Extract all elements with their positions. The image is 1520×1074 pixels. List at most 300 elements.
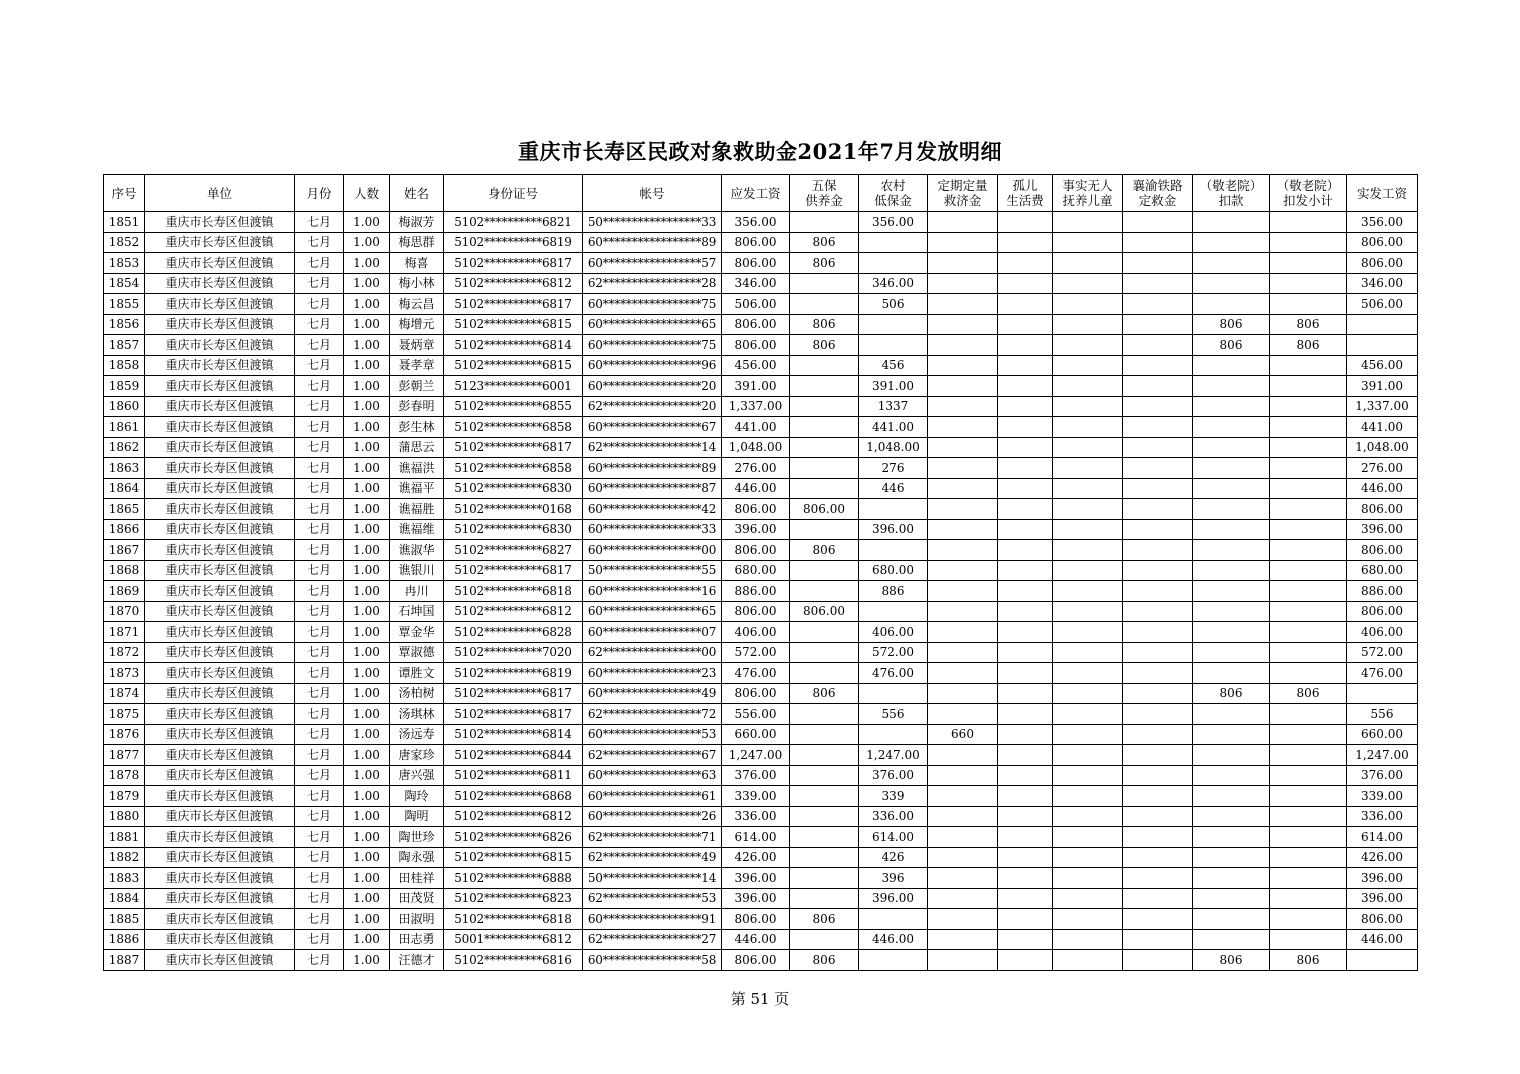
cell-unsupported-child xyxy=(1053,622,1123,643)
cell-rural-subsistence: 572.00 xyxy=(859,642,928,663)
cell-railway-relief xyxy=(1123,683,1193,704)
cell-net-pay: 680.00 xyxy=(1347,560,1418,581)
cell-five-guarantee xyxy=(790,827,859,848)
cell-id-number: 5102**********6812 xyxy=(444,806,583,827)
cell-railway-relief xyxy=(1123,724,1193,745)
cell-nursing-deduction xyxy=(1193,765,1270,786)
cell-name: 唐兴强 xyxy=(390,765,444,786)
cell-name: 汤远寿 xyxy=(390,724,444,745)
cell-railway-relief xyxy=(1123,458,1193,479)
cell-net-pay: 456.00 xyxy=(1347,355,1418,376)
cell-unit: 重庆市长寿区但渡镇 xyxy=(145,499,295,520)
cell-count: 1.00 xyxy=(344,540,390,561)
table-row xyxy=(104,458,1418,479)
cell-payable: 806.00 xyxy=(722,909,790,930)
cell-nursing-deduction xyxy=(1193,827,1270,848)
cell-net-pay: 886.00 xyxy=(1347,581,1418,602)
table-row xyxy=(104,273,1418,294)
cell-five-guarantee xyxy=(790,417,859,438)
cell-count: 1.00 xyxy=(344,335,390,356)
cell-unit: 重庆市长寿区但渡镇 xyxy=(145,765,295,786)
cell-rural-subsistence: 614.00 xyxy=(859,827,928,848)
cell-net-pay: 346.00 xyxy=(1347,273,1418,294)
cell-account: 60*****************57 xyxy=(583,253,722,274)
cell-railway-relief xyxy=(1123,847,1193,868)
cell-unit: 重庆市长寿区但渡镇 xyxy=(145,786,295,807)
cell-fixed-relief xyxy=(928,909,998,930)
cell-railway-relief xyxy=(1123,355,1193,376)
cell-payable: 614.00 xyxy=(722,827,790,848)
cell-month: 七月 xyxy=(295,273,344,294)
cell-net-pay: 426.00 xyxy=(1347,847,1418,868)
table-row xyxy=(104,663,1418,684)
cell-five-guarantee xyxy=(790,745,859,766)
cell-account: 60*****************89 xyxy=(583,232,722,253)
cell-fixed-relief xyxy=(928,335,998,356)
cell-name: 聂炳章 xyxy=(390,335,444,356)
cell-nursing-deduction xyxy=(1193,355,1270,376)
column-header: （敬老院） 扣发小计 xyxy=(1270,175,1347,212)
cell-payable: 806.00 xyxy=(722,540,790,561)
cell-payable: 426.00 xyxy=(722,847,790,868)
cell-fixed-relief xyxy=(928,929,998,950)
cell-account: 60*****************63 xyxy=(583,765,722,786)
cell-unit: 重庆市长寿区但渡镇 xyxy=(145,273,295,294)
cell-id-number: 5102**********6817 xyxy=(444,253,583,274)
cell-nursing-deduction: 806 xyxy=(1193,950,1270,971)
cell-count: 1.00 xyxy=(344,273,390,294)
cell-nursing-deduction xyxy=(1193,622,1270,643)
cell-count: 1.00 xyxy=(344,888,390,909)
cell-fixed-relief xyxy=(928,601,998,622)
cell-orphan-allowance xyxy=(998,806,1053,827)
cell-count: 1.00 xyxy=(344,314,390,335)
cell-unsupported-child xyxy=(1053,294,1123,315)
cell-fixed-relief xyxy=(928,888,998,909)
cell-net-pay: 391.00 xyxy=(1347,376,1418,397)
cell-net-pay: 806.00 xyxy=(1347,540,1418,561)
cell-id-number: 5102**********6814 xyxy=(444,335,583,356)
cell-count: 1.00 xyxy=(344,499,390,520)
cell-nursing-deduction xyxy=(1193,601,1270,622)
cell-unit: 重庆市长寿区但渡镇 xyxy=(145,355,295,376)
cell-net-pay: 806.00 xyxy=(1347,601,1418,622)
cell-account: 62*****************20 xyxy=(583,396,722,417)
cell-rural-subsistence: 346.00 xyxy=(859,273,928,294)
cell-unsupported-child xyxy=(1053,806,1123,827)
cell-net-pay: 614.00 xyxy=(1347,827,1418,848)
cell-five-guarantee xyxy=(790,786,859,807)
cell-payable: 806.00 xyxy=(722,950,790,971)
table-row xyxy=(104,294,1418,315)
cell-fixed-relief xyxy=(928,786,998,807)
cell-nursing-subtotal xyxy=(1270,724,1347,745)
cell-rural-subsistence: 456 xyxy=(859,355,928,376)
cell-id-number: 5102**********6818 xyxy=(444,909,583,930)
cell-unsupported-child xyxy=(1053,909,1123,930)
cell-serial: 1873 xyxy=(104,663,145,684)
cell-net-pay xyxy=(1347,335,1418,356)
cell-net-pay xyxy=(1347,314,1418,335)
cell-fixed-relief xyxy=(928,232,998,253)
cell-railway-relief xyxy=(1123,376,1193,397)
cell-nursing-deduction: 806 xyxy=(1193,683,1270,704)
cell-month: 七月 xyxy=(295,355,344,376)
cell-rural-subsistence: 1337 xyxy=(859,396,928,417)
cell-nursing-subtotal xyxy=(1270,888,1347,909)
cell-rural-subsistence: 441.00 xyxy=(859,417,928,438)
cell-payable: 339.00 xyxy=(722,786,790,807)
cell-nursing-subtotal xyxy=(1270,560,1347,581)
cell-unsupported-child xyxy=(1053,704,1123,725)
cell-name: 汤琪林 xyxy=(390,704,444,725)
cell-nursing-subtotal xyxy=(1270,909,1347,930)
cell-orphan-allowance xyxy=(998,212,1053,233)
cell-rural-subsistence: 886 xyxy=(859,581,928,602)
cell-id-number: 5102**********6819 xyxy=(444,232,583,253)
cell-id-number: 5102**********6827 xyxy=(444,540,583,561)
cell-name: 石坤国 xyxy=(390,601,444,622)
cell-account: 60*****************96 xyxy=(583,355,722,376)
cell-railway-relief xyxy=(1123,786,1193,807)
cell-railway-relief xyxy=(1123,232,1193,253)
cell-rural-subsistence: 339 xyxy=(859,786,928,807)
cell-fixed-relief xyxy=(928,950,998,971)
cell-month: 七月 xyxy=(295,704,344,725)
cell-account: 50*****************14 xyxy=(583,868,722,889)
cell-id-number: 5102**********6830 xyxy=(444,478,583,499)
cell-payable: 806.00 xyxy=(722,314,790,335)
cell-nursing-deduction xyxy=(1193,868,1270,889)
cell-nursing-deduction xyxy=(1193,929,1270,950)
cell-name: 梅喜 xyxy=(390,253,444,274)
cell-five-guarantee: 806 xyxy=(790,314,859,335)
cell-month: 七月 xyxy=(295,642,344,663)
cell-nursing-deduction xyxy=(1193,212,1270,233)
cell-account: 60*****************89 xyxy=(583,458,722,479)
cell-serial: 1868 xyxy=(104,560,145,581)
cell-serial: 1881 xyxy=(104,827,145,848)
cell-orphan-allowance xyxy=(998,540,1053,561)
cell-fixed-relief xyxy=(928,458,998,479)
cell-name: 覃金华 xyxy=(390,622,444,643)
cell-count: 1.00 xyxy=(344,622,390,643)
cell-rural-subsistence xyxy=(859,950,928,971)
cell-payable: 441.00 xyxy=(722,417,790,438)
cell-unit: 重庆市长寿区但渡镇 xyxy=(145,745,295,766)
table-row xyxy=(104,601,1418,622)
cell-fixed-relief xyxy=(928,396,998,417)
cell-nursing-subtotal xyxy=(1270,253,1347,274)
cell-month: 七月 xyxy=(295,909,344,930)
column-header: 人数 xyxy=(344,175,390,212)
cell-unit: 重庆市长寿区但渡镇 xyxy=(145,868,295,889)
cell-name: 陶世珍 xyxy=(390,827,444,848)
cell-account: 60*****************20 xyxy=(583,376,722,397)
cell-id-number: 5102**********6812 xyxy=(444,601,583,622)
cell-name: 蒲思云 xyxy=(390,437,444,458)
cell-orphan-allowance xyxy=(998,437,1053,458)
cell-unsupported-child xyxy=(1053,950,1123,971)
cell-month: 七月 xyxy=(295,253,344,274)
cell-name: 谯福洪 xyxy=(390,458,444,479)
cell-orphan-allowance xyxy=(998,683,1053,704)
table-row xyxy=(104,806,1418,827)
table-row xyxy=(104,499,1418,520)
column-header: 襄渝铁路 定救金 xyxy=(1123,175,1193,212)
column-header: 事实无人 抚养儿童 xyxy=(1053,175,1123,212)
cell-serial: 1882 xyxy=(104,847,145,868)
cell-nursing-subtotal xyxy=(1270,519,1347,540)
cell-unit: 重庆市长寿区但渡镇 xyxy=(145,417,295,438)
cell-month: 七月 xyxy=(295,232,344,253)
cell-unit: 重庆市长寿区但渡镇 xyxy=(145,478,295,499)
cell-count: 1.00 xyxy=(344,909,390,930)
cell-month: 七月 xyxy=(295,847,344,868)
cell-net-pay xyxy=(1347,950,1418,971)
column-header: 五保 供养金 xyxy=(790,175,859,212)
cell-serial: 1863 xyxy=(104,458,145,479)
cell-serial: 1852 xyxy=(104,232,145,253)
cell-account: 62*****************00 xyxy=(583,642,722,663)
cell-month: 七月 xyxy=(295,560,344,581)
table-row xyxy=(104,847,1418,868)
cell-serial: 1861 xyxy=(104,417,145,438)
cell-railway-relief xyxy=(1123,601,1193,622)
cell-rural-subsistence: 406.00 xyxy=(859,622,928,643)
cell-name: 梅增元 xyxy=(390,314,444,335)
cell-fixed-relief xyxy=(928,499,998,520)
cell-account: 60*****************67 xyxy=(583,417,722,438)
cell-account: 60*****************87 xyxy=(583,478,722,499)
cell-serial: 1880 xyxy=(104,806,145,827)
cell-id-number: 5102**********6812 xyxy=(444,273,583,294)
cell-serial: 1854 xyxy=(104,273,145,294)
cell-rural-subsistence xyxy=(859,540,928,561)
cell-net-pay: 506.00 xyxy=(1347,294,1418,315)
cell-five-guarantee xyxy=(790,806,859,827)
column-header: 帐号 xyxy=(583,175,722,212)
cell-name: 汤柏树 xyxy=(390,683,444,704)
cell-account: 60*****************53 xyxy=(583,724,722,745)
cell-nursing-deduction xyxy=(1193,724,1270,745)
cell-railway-relief xyxy=(1123,745,1193,766)
cell-payable: 806.00 xyxy=(722,601,790,622)
cell-id-number: 5102**********6828 xyxy=(444,622,583,643)
cell-month: 七月 xyxy=(295,335,344,356)
table-body xyxy=(104,212,1418,971)
cell-net-pay: 396.00 xyxy=(1347,519,1418,540)
cell-orphan-allowance xyxy=(998,232,1053,253)
cell-id-number: 5102**********6830 xyxy=(444,519,583,540)
cell-id-number: 5102**********6817 xyxy=(444,704,583,725)
cell-nursing-subtotal xyxy=(1270,581,1347,602)
cell-month: 七月 xyxy=(295,458,344,479)
cell-five-guarantee xyxy=(790,642,859,663)
cell-five-guarantee xyxy=(790,294,859,315)
cell-rural-subsistence: 356.00 xyxy=(859,212,928,233)
cell-five-guarantee xyxy=(790,724,859,745)
cell-count: 1.00 xyxy=(344,950,390,971)
cell-count: 1.00 xyxy=(344,847,390,868)
cell-payable: 806.00 xyxy=(722,335,790,356)
cell-nursing-deduction xyxy=(1193,478,1270,499)
cell-name: 覃淑德 xyxy=(390,642,444,663)
cell-railway-relief xyxy=(1123,642,1193,663)
cell-orphan-allowance xyxy=(998,847,1053,868)
cell-payable: 446.00 xyxy=(722,929,790,950)
cell-orphan-allowance xyxy=(998,929,1053,950)
table-row xyxy=(104,642,1418,663)
cell-fixed-relief: 660 xyxy=(928,724,998,745)
cell-account: 60*****************07 xyxy=(583,622,722,643)
cell-name: 梅云昌 xyxy=(390,294,444,315)
cell-id-number: 5102**********6855 xyxy=(444,396,583,417)
cell-count: 1.00 xyxy=(344,212,390,233)
cell-id-number: 5102**********6814 xyxy=(444,724,583,745)
cell-net-pay: 1,048.00 xyxy=(1347,437,1418,458)
cell-serial: 1859 xyxy=(104,376,145,397)
cell-orphan-allowance xyxy=(998,581,1053,602)
cell-fixed-relief xyxy=(928,847,998,868)
column-header: 单位 xyxy=(145,175,295,212)
table-row xyxy=(104,212,1418,233)
cell-nursing-subtotal xyxy=(1270,745,1347,766)
cell-fixed-relief xyxy=(928,314,998,335)
cell-count: 1.00 xyxy=(344,683,390,704)
cell-unsupported-child xyxy=(1053,888,1123,909)
cell-net-pay: 336.00 xyxy=(1347,806,1418,827)
cell-railway-relief xyxy=(1123,540,1193,561)
cell-month: 七月 xyxy=(295,519,344,540)
cell-orphan-allowance xyxy=(998,745,1053,766)
cell-five-guarantee: 806 xyxy=(790,950,859,971)
cell-name: 田淑明 xyxy=(390,909,444,930)
cell-unit: 重庆市长寿区但渡镇 xyxy=(145,232,295,253)
cell-name: 梅小林 xyxy=(390,273,444,294)
table-row xyxy=(104,827,1418,848)
cell-orphan-allowance xyxy=(998,868,1053,889)
cell-month: 七月 xyxy=(295,950,344,971)
column-header: 农村 低保金 xyxy=(859,175,928,212)
cell-count: 1.00 xyxy=(344,355,390,376)
cell-id-number: 5102**********6817 xyxy=(444,437,583,458)
cell-rural-subsistence xyxy=(859,314,928,335)
cell-payable: 336.00 xyxy=(722,806,790,827)
cell-fixed-relief xyxy=(928,437,998,458)
cell-five-guarantee xyxy=(790,212,859,233)
cell-fixed-relief xyxy=(928,273,998,294)
cell-fixed-relief xyxy=(928,622,998,643)
cell-unsupported-child xyxy=(1053,663,1123,684)
cell-serial: 1856 xyxy=(104,314,145,335)
cell-net-pay: 339.00 xyxy=(1347,786,1418,807)
cell-net-pay: 446.00 xyxy=(1347,478,1418,499)
table-row xyxy=(104,622,1418,643)
cell-account: 62*****************53 xyxy=(583,888,722,909)
cell-fixed-relief xyxy=(928,683,998,704)
cell-orphan-allowance xyxy=(998,642,1053,663)
cell-fixed-relief xyxy=(928,355,998,376)
cell-count: 1.00 xyxy=(344,929,390,950)
cell-serial: 1886 xyxy=(104,929,145,950)
cell-unsupported-child xyxy=(1053,745,1123,766)
cell-orphan-allowance xyxy=(998,560,1053,581)
cell-name: 彭春明 xyxy=(390,396,444,417)
cell-orphan-allowance xyxy=(998,314,1053,335)
cell-nursing-subtotal xyxy=(1270,396,1347,417)
cell-railway-relief xyxy=(1123,314,1193,335)
cell-rural-subsistence: 396 xyxy=(859,868,928,889)
cell-account: 62*****************28 xyxy=(583,273,722,294)
cell-five-guarantee xyxy=(790,704,859,725)
cell-serial: 1855 xyxy=(104,294,145,315)
cell-nursing-subtotal: 806 xyxy=(1270,950,1347,971)
cell-month: 七月 xyxy=(295,663,344,684)
cell-unsupported-child xyxy=(1053,232,1123,253)
cell-name: 聂孝章 xyxy=(390,355,444,376)
cell-orphan-allowance xyxy=(998,253,1053,274)
cell-unit: 重庆市长寿区但渡镇 xyxy=(145,929,295,950)
cell-month: 七月 xyxy=(295,827,344,848)
cell-name: 梅思群 xyxy=(390,232,444,253)
cell-fixed-relief xyxy=(928,765,998,786)
cell-count: 1.00 xyxy=(344,294,390,315)
cell-serial: 1876 xyxy=(104,724,145,745)
column-header: 身份证号 xyxy=(444,175,583,212)
cell-net-pay: 441.00 xyxy=(1347,417,1418,438)
cell-unit: 重庆市长寿区但渡镇 xyxy=(145,847,295,868)
cell-unsupported-child xyxy=(1053,417,1123,438)
cell-id-number: 5102**********7020 xyxy=(444,642,583,663)
cell-five-guarantee xyxy=(790,458,859,479)
cell-railway-relief xyxy=(1123,417,1193,438)
cell-account: 60*****************65 xyxy=(583,314,722,335)
cell-orphan-allowance xyxy=(998,458,1053,479)
table-row xyxy=(104,745,1418,766)
cell-count: 1.00 xyxy=(344,437,390,458)
cell-unit: 重庆市长寿区但渡镇 xyxy=(145,642,295,663)
cell-rural-subsistence: 396.00 xyxy=(859,888,928,909)
cell-rural-subsistence xyxy=(859,253,928,274)
cell-railway-relief xyxy=(1123,499,1193,520)
cell-month: 七月 xyxy=(295,314,344,335)
cell-orphan-allowance xyxy=(998,478,1053,499)
cell-id-number: 5102**********6815 xyxy=(444,847,583,868)
cell-orphan-allowance xyxy=(998,335,1053,356)
cell-rural-subsistence: 556 xyxy=(859,704,928,725)
cell-orphan-allowance xyxy=(998,355,1053,376)
cell-count: 1.00 xyxy=(344,745,390,766)
table-row xyxy=(104,376,1418,397)
cell-id-number: 5102**********6888 xyxy=(444,868,583,889)
cell-id-number: 5102**********6818 xyxy=(444,581,583,602)
cell-count: 1.00 xyxy=(344,560,390,581)
cell-nursing-subtotal: 806 xyxy=(1270,683,1347,704)
cell-nursing-subtotal xyxy=(1270,212,1347,233)
cell-orphan-allowance xyxy=(998,724,1053,745)
cell-five-guarantee: 806 xyxy=(790,232,859,253)
cell-unit: 重庆市长寿区但渡镇 xyxy=(145,806,295,827)
cell-payable: 406.00 xyxy=(722,622,790,643)
cell-railway-relief xyxy=(1123,929,1193,950)
cell-month: 七月 xyxy=(295,745,344,766)
cell-five-guarantee xyxy=(790,622,859,643)
cell-net-pay: 276.00 xyxy=(1347,458,1418,479)
cell-five-guarantee xyxy=(790,847,859,868)
cell-net-pay: 806.00 xyxy=(1347,253,1418,274)
cell-payable: 396.00 xyxy=(722,519,790,540)
